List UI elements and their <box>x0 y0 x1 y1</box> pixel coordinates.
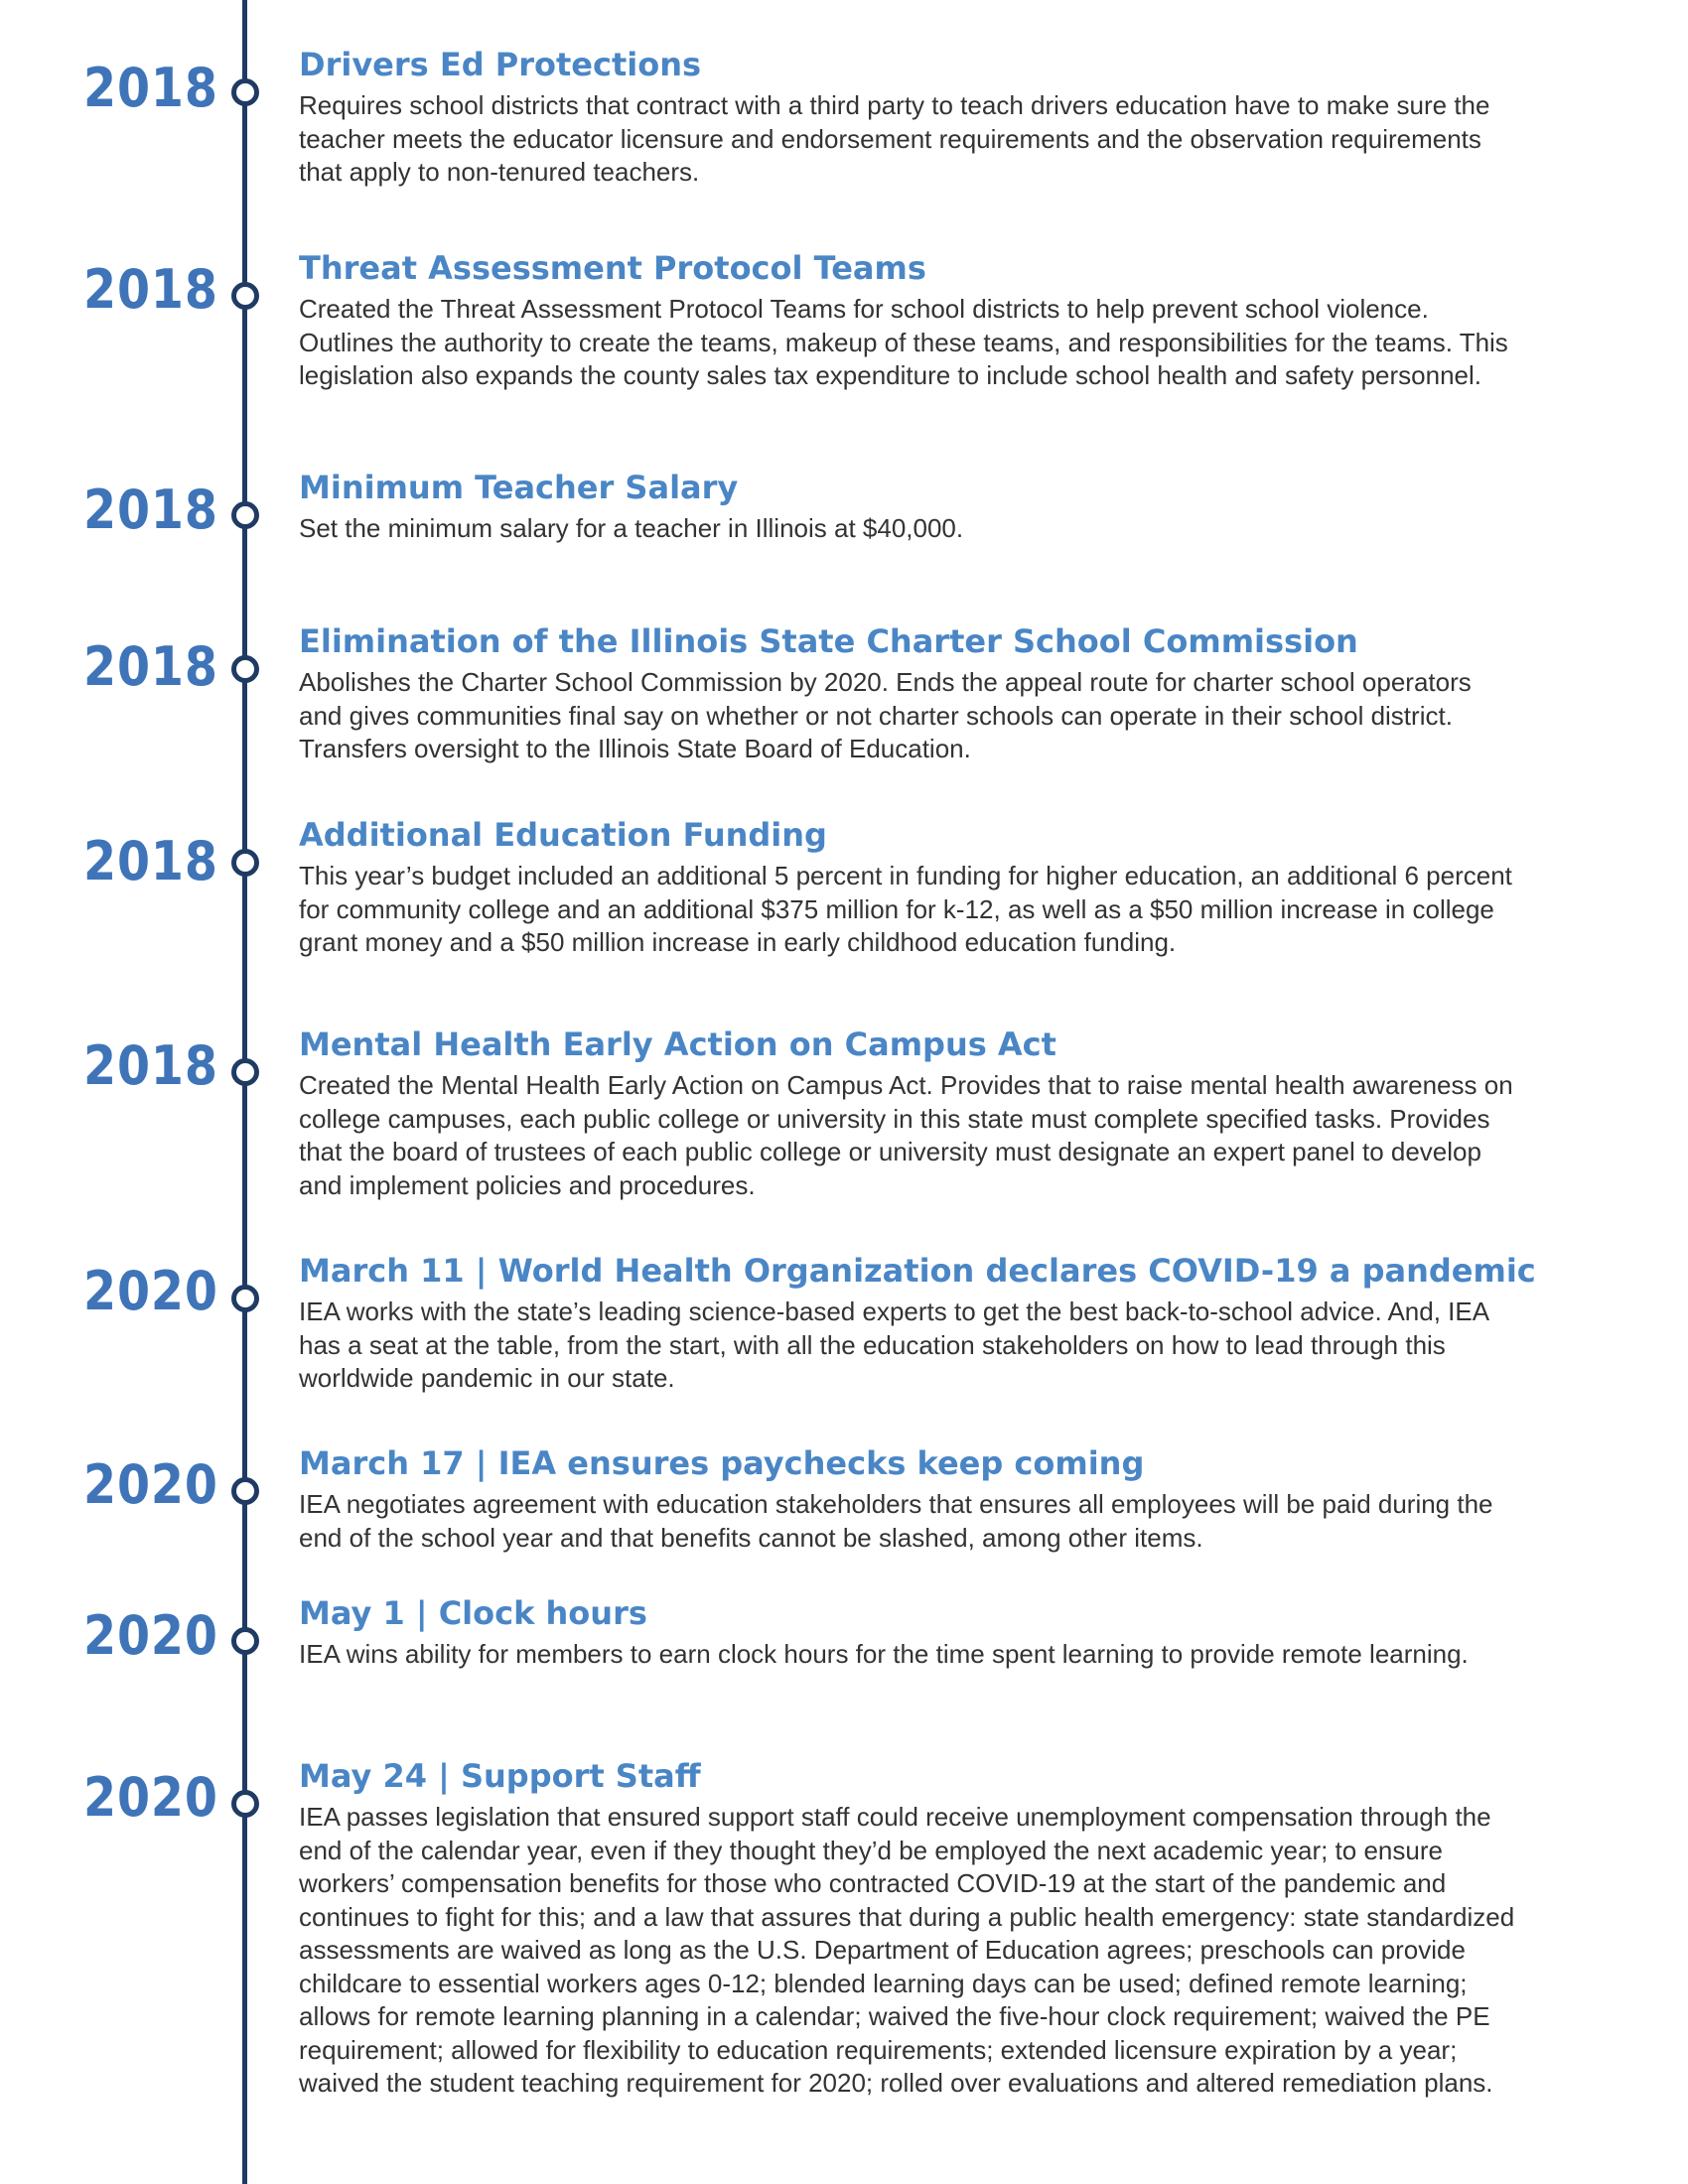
entry-content <box>299 621 1520 766</box>
entry-content <box>299 1443 1520 1555</box>
entry-year: 2020 <box>83 1453 218 1516</box>
timeline-node-icon <box>231 501 259 529</box>
entry-content <box>299 468 1520 546</box>
entry-content <box>299 1024 1520 1202</box>
entry-year: 2020 <box>83 1604 218 1667</box>
entry-content <box>299 248 1520 393</box>
entry-year: 2020 <box>83 1260 218 1322</box>
entry-title: March 17 | IEA ensures paychecks keep coming <box>299 1444 1145 1482</box>
entry-content <box>299 1251 1536 1396</box>
entry-title: Elimination of the Illinois State Charter School Commission <box>299 622 1358 660</box>
entry-description: IEA works with the state’s leading science-based experts to get the best back-to-school advice. And, IEA has a seat at the table, from the start, with all the education stakeholders on how to lead through this worldwide pandemic in our state. <box>299 1297 1488 1393</box>
entry-content <box>299 1593 1520 1672</box>
timeline-node-icon <box>231 1285 259 1312</box>
timeline-node-icon <box>231 1058 259 1086</box>
entry-title: May 24 | Support Staff <box>299 1757 701 1795</box>
entry-description: This year’s budget included an additional 5 percent in funding for higher education, an additional 6 percent for community college and an additional $375 million for k-12, as well as a $50 million increase in college grant money and a $50 million increase in early childhood education funding. <box>299 861 1512 957</box>
timeline-node-icon <box>231 282 259 310</box>
timeline-node-icon <box>231 78 259 106</box>
entry-year: 2018 <box>83 830 218 892</box>
entry-title: Additional Education Funding <box>299 816 827 854</box>
timeline-node-icon <box>231 849 259 877</box>
timeline-node-icon <box>231 1627 259 1655</box>
entry-year: 2018 <box>83 1034 218 1097</box>
entry-title: Drivers Ed Protections <box>299 46 702 83</box>
entry-content <box>299 45 1520 190</box>
timeline-node-icon <box>231 1790 259 1818</box>
entry-year: 2018 <box>83 478 218 541</box>
entry-title: Mental Health Early Action on Campus Act <box>299 1025 1056 1063</box>
entry-description: Set the minimum salary for a teacher in Illinois at $40,000. <box>299 513 964 543</box>
timeline-node-icon <box>231 655 259 683</box>
entry-title: Threat Assessment Protocol Teams <box>299 249 926 287</box>
entry-title: Minimum Teacher Salary <box>299 469 739 506</box>
entry-description: Created the Mental Health Early Action on Campus Act. Provides that to raise mental health awareness on college campuses, each public college or university in this state must complete specified tasks. Provides that the board of trustees of each public college or university must designate an expert panel to develop and implement policies and procedures. <box>299 1070 1513 1200</box>
entry-description: IEA passes legislation that ensured support staff could receive unemployment compensation through the end of the calendar year, even if they thought they’d be employed the next academic year; to ensure workers’ compensation benefits for those who contracted COVID-19 at the start of the pandemic and continues to fight for this; and a law that assures that during a public health emergency: state standardized assessments are waived as long as the U.S. Department of Education agrees; preschools can provide childcare to essential workers ages 0-12; blended learning days can be used; defined remote learning; allows for remote learning planning in a calendar; waived the five-hour clock requirement; waived the PE requirement; allowed for flexibility to education requirements; extended licensure expiration by a year; waived the student teaching requirement for 2020; rolled over evaluations and altered remediation plans. <box>299 1802 1515 2098</box>
entry-year: 2018 <box>83 258 218 321</box>
entry-year: 2018 <box>83 635 218 698</box>
entry-title: May 1 | Clock hours <box>299 1594 647 1632</box>
entry-description: Created the Threat Assessment Protocol Teams for school districts to help prevent school violence. Outlines the authority to create the teams, makeup of these teams, and responsibilities for the teams. This legislation also expands the county sales tax expenditure to include school health and safety personnel. <box>299 294 1508 390</box>
entry-description: Abolishes the Charter School Commission by 2020. Ends the appeal route for charter school operators and gives communities final say on whether or not charter schools can operate in their school district. Transfers oversight to the Illinois State Board of Education. <box>299 667 1472 763</box>
entry-year: 2020 <box>83 1766 218 1829</box>
entry-description: Requires school districts that contract with a third party to teach drivers education have to make sure the teacher meets the educator licensure and endorsement requirements and the observation requirements that apply to non-tenured teachers. <box>299 90 1490 187</box>
entry-content <box>299 815 1520 960</box>
entry-content <box>299 1756 1520 2101</box>
entry-title: March 11 | World Health Organization declares COVID-19 a pandemic <box>299 1252 1536 1290</box>
entry-description: IEA negotiates agreement with education stakeholders that ensures all employees will be paid during the end of the school year and that benefits cannot be slashed, among other items. <box>299 1489 1493 1553</box>
entry-description: IEA wins ability for members to earn clock hours for the time spent learning to provide remote learning. <box>299 1639 1469 1669</box>
timeline-line <box>242 0 247 2184</box>
timeline-node-icon <box>231 1477 259 1505</box>
entry-year: 2018 <box>83 57 218 119</box>
